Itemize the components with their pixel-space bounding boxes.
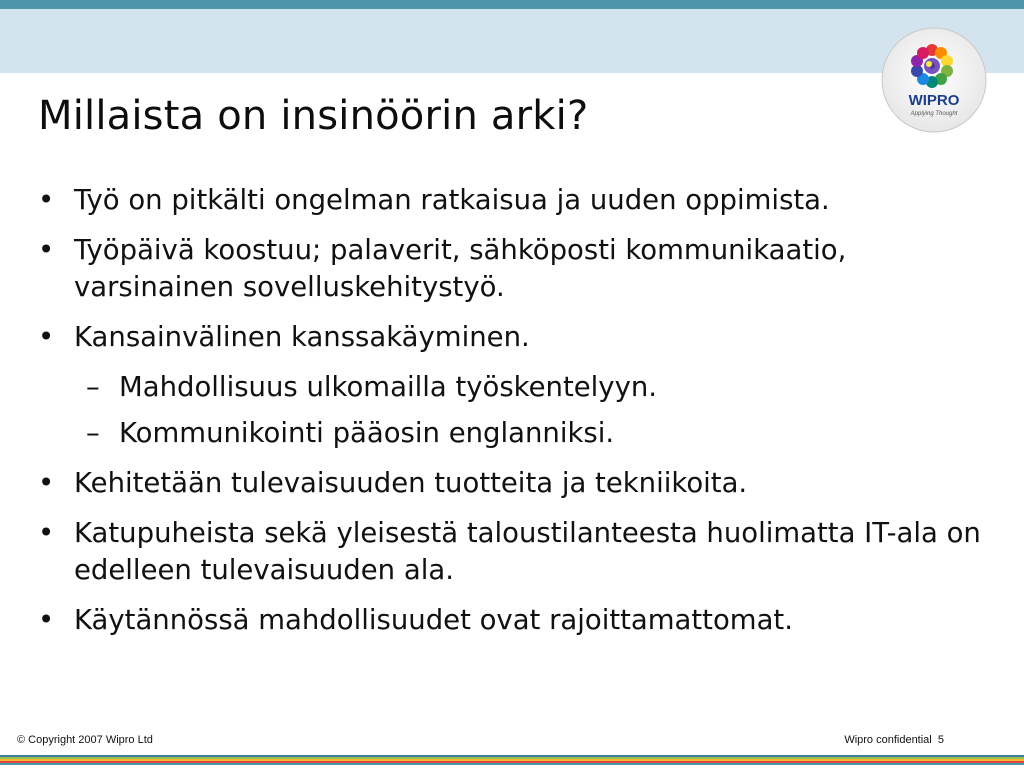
list-item <box>38 182 998 219</box>
logo-brand: WIPRO <box>908 92 960 109</box>
list-item <box>38 232 998 306</box>
list-item <box>38 515 998 589</box>
bullet-marker: • <box>38 184 55 216</box>
wipro-logo-icon <box>880 26 988 134</box>
list-item <box>38 319 998 356</box>
list-item-text: Kehitetään tulevaisuuden tuotteita ja tekniikoita. <box>74 467 748 499</box>
stripe-teal <box>0 763 1024 765</box>
bullet-marker: • <box>38 234 55 266</box>
list-item-text: Kansainvälinen kanssakäyminen. <box>74 321 530 353</box>
bullet-marker: • <box>38 467 55 499</box>
sub-list-item-text: Kommunikointi pääosin englanniksi. <box>119 417 615 449</box>
logo-tagline: Applying Thought <box>910 111 958 117</box>
wipro-logo <box>880 26 988 134</box>
dash-marker: – <box>86 417 100 449</box>
footer-color-stripes <box>0 755 1024 768</box>
page-number: 5 <box>937 734 944 746</box>
header-band <box>0 9 1024 73</box>
bullet-marker: • <box>38 517 55 549</box>
list-item <box>38 465 998 502</box>
bullet-marker: • <box>38 604 55 636</box>
sub-list-item <box>38 415 998 452</box>
bullet-marker: • <box>38 321 55 353</box>
list-item-text: Käytännössä mahdollisuudet ovat rajoittamattomat. <box>74 604 793 636</box>
sub-list-item-text: Mahdollisuus ulkomailla työskentelyyn. <box>119 371 658 403</box>
dash-marker: – <box>86 371 100 403</box>
bullet-list <box>38 182 998 652</box>
top-stripe <box>0 0 1024 9</box>
sub-list-item <box>38 369 998 406</box>
footer-confidential <box>844 734 944 746</box>
list-item <box>38 602 998 639</box>
list-item-text: Työ on pitkälti ongelman ratkaisua ja uuden oppimista. <box>74 184 830 216</box>
list-item-text: Työpäivä koostuu; palaverit, sähköposti kommunikaatio, varsinainen sovelluskehitystyö. <box>74 234 847 303</box>
list-item-text: Katupuheista sekä yleisestä taloustilanteesta huolimatta IT-ala on edelleen tulevaisuuden ala. <box>74 517 981 586</box>
footer-copyright: © Copyright 2007 Wipro Ltd <box>17 734 153 746</box>
footer-confidential-label: Wipro confidential <box>844 734 932 746</box>
slide-title: Millaista on insinöörin arki? <box>38 92 589 139</box>
